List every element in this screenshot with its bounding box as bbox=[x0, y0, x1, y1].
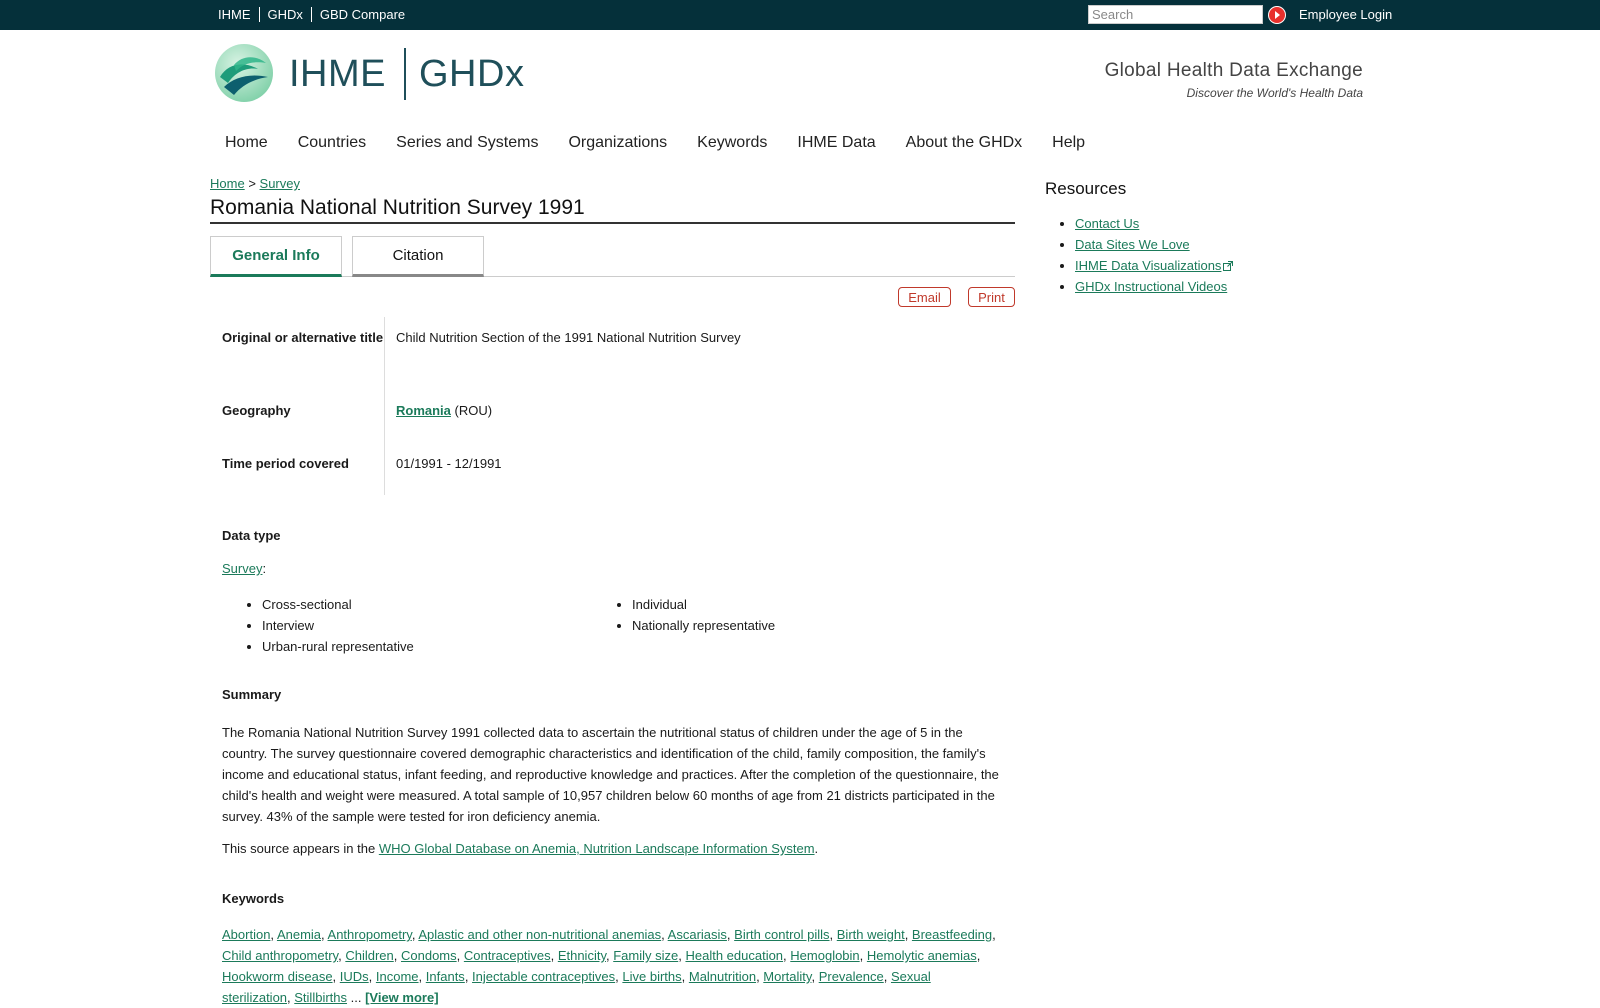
top-link-ghdx[interactable]: GHDx bbox=[267, 7, 303, 22]
keyword-link[interactable]: Prevalence bbox=[818, 969, 884, 984]
keywords-ellipsis: ... bbox=[347, 990, 366, 1005]
keyword-link[interactable]: Anthropometry bbox=[327, 927, 412, 942]
search-submit-button[interactable] bbox=[1268, 6, 1286, 24]
keyword-link[interactable]: Income bbox=[375, 969, 419, 984]
brand-ghdx: GHDx bbox=[419, 52, 525, 95]
nav-series-and-systems[interactable]: Series and Systems bbox=[396, 134, 539, 151]
nav-keywords[interactable]: Keywords bbox=[697, 134, 768, 151]
keyword-link[interactable]: IUDs bbox=[339, 969, 369, 984]
geography-value bbox=[396, 400, 492, 421]
breadcrumb-separator: > bbox=[248, 176, 256, 191]
alt-title-label: Original or alternative title bbox=[222, 330, 384, 345]
list-item bbox=[1075, 234, 1233, 255]
keyword-link[interactable]: Family size bbox=[613, 948, 679, 963]
keyword-link[interactable]: Child anthropometry bbox=[222, 948, 339, 963]
resource-ihme-visualizations[interactable]: IHME Data Visualizations bbox=[1075, 258, 1222, 273]
breadcrumb-home[interactable]: Home bbox=[210, 176, 245, 191]
breadcrumb bbox=[210, 176, 300, 191]
keyword-link[interactable]: Abortion bbox=[222, 927, 271, 942]
source-suffix: . bbox=[814, 841, 819, 856]
list-item bbox=[1075, 276, 1233, 297]
alt-title-value: Child Nutrition Section of the 1991 National Nutrition Survey bbox=[396, 330, 741, 345]
page-title: Romania National Nutrition Survey 1991 bbox=[210, 196, 1015, 224]
geography-code: (ROU) bbox=[454, 403, 493, 418]
top-bar bbox=[0, 0, 1600, 30]
data-type-survey-link[interactable]: Survey bbox=[222, 561, 263, 576]
print-button[interactable]: Print bbox=[968, 287, 1015, 307]
keyword-link[interactable]: Birth control pills bbox=[734, 927, 830, 942]
tab-bar bbox=[210, 236, 1015, 277]
nav-help[interactable]: Help bbox=[1052, 134, 1086, 151]
ihme-logo[interactable] bbox=[214, 43, 274, 103]
keyword-link[interactable]: Injectable contraceptives bbox=[472, 969, 616, 984]
keyword-link[interactable]: Condoms bbox=[400, 948, 457, 963]
time-period-value: 01/1991 - 12/1991 bbox=[396, 456, 502, 471]
tab-citation[interactable]: Citation bbox=[352, 236, 484, 277]
summary-label: Summary bbox=[222, 687, 282, 702]
keywords-label: Keywords bbox=[222, 891, 285, 906]
list-item: • Urban-rural representative bbox=[262, 636, 414, 657]
resource-data-sites[interactable]: Data Sites We Love bbox=[1075, 237, 1190, 252]
keyword-link[interactable]: Anemia bbox=[276, 927, 322, 942]
play-arrow-icon bbox=[1268, 6, 1286, 24]
time-period-label: Time period covered bbox=[222, 456, 349, 471]
main-nav bbox=[225, 134, 1115, 152]
brand-divider bbox=[404, 48, 406, 100]
tab-general-info[interactable]: General Info bbox=[210, 236, 342, 277]
list-item: • Interview bbox=[262, 615, 414, 636]
list-item bbox=[1075, 255, 1233, 276]
site-tagline bbox=[1105, 60, 1363, 100]
nav-home[interactable]: Home bbox=[225, 134, 268, 151]
nav-ihme-data[interactable]: IHME Data bbox=[797, 134, 876, 151]
keyword-link[interactable]: Aplastic and other non-nutritional anemias bbox=[418, 927, 662, 942]
data-type-list bbox=[262, 594, 414, 657]
keyword-link[interactable]: Hookworm disease bbox=[222, 969, 333, 984]
keyword-link[interactable]: Mortality bbox=[763, 969, 812, 984]
external-link-icon bbox=[1223, 261, 1233, 271]
site-brand[interactable] bbox=[289, 48, 524, 100]
list-item: • Cross-sectional bbox=[262, 594, 414, 615]
resources-list bbox=[1075, 213, 1233, 297]
list-item bbox=[1075, 213, 1233, 234]
keyword-link[interactable]: Ethnicity bbox=[557, 948, 606, 963]
keyword-link[interactable]: Hemoglobin bbox=[790, 948, 860, 963]
top-link-ihme[interactable]: IHME bbox=[218, 7, 251, 22]
source-database-link[interactable]: WHO Global Database on Anemia, Nutrition Landscape Information System bbox=[378, 841, 815, 856]
top-links bbox=[218, 7, 413, 22]
view-more-keywords-link[interactable]: [View more] bbox=[365, 990, 439, 1005]
resource-instructional-videos[interactable]: GHDx Instructional Videos bbox=[1075, 279, 1228, 294]
keyword-link[interactable]: Hemolytic anemias bbox=[866, 948, 977, 963]
summary-text: The Romania National Nutrition Survey 1991 collected data to ascertain the nutritional status of children under the age of 5 in the country. The survey questionnaire covered demographic characteristics and identification of the child, family composition, the family's income and educational status, infant feeding, and reproductive knowledge and practices. After the completion of the questionnaire, the child's health and weight were measured. A total sample of 10,957 children below 60 months of age from 21 districts participated in the survey. 43% of the sample were tested for iron deficiency anemia. bbox=[222, 725, 999, 824]
resources-title: Resources bbox=[1045, 179, 1127, 198]
keyword-link[interactable]: Live births bbox=[622, 969, 682, 984]
source-line bbox=[222, 841, 818, 856]
geography-label: Geography bbox=[222, 403, 291, 418]
keyword-link[interactable]: Contraceptives bbox=[463, 948, 551, 963]
keyword-link[interactable]: Breastfeeding bbox=[911, 927, 993, 942]
search-input[interactable] bbox=[1088, 5, 1263, 24]
data-type-label: Data type bbox=[222, 528, 281, 543]
keyword-link[interactable]: Children bbox=[345, 948, 394, 963]
keyword-link[interactable]: Health education bbox=[685, 948, 784, 963]
geography-link[interactable]: Romania bbox=[396, 403, 451, 418]
list-item: • Nationally representative bbox=[632, 615, 775, 636]
tagline-subtitle: Discover the World's Health Data bbox=[1186, 86, 1363, 100]
breadcrumb-survey[interactable]: Survey bbox=[259, 176, 300, 191]
keyword-link[interactable]: Stillbirths bbox=[294, 990, 348, 1005]
email-button[interactable]: Email bbox=[898, 287, 951, 307]
data-type-line: Survey: bbox=[222, 561, 267, 576]
brand-ihme: IHME bbox=[289, 52, 386, 95]
keyword-link[interactable]: Infants bbox=[425, 969, 465, 984]
keywords-list: Abortion, Anemia, Anthropometry, Aplastic and other non-nutritional anemias, Ascariasis, Birth control pills, Birth weight, Breastfeeding, Child anthropometry, Children, Condoms, Contraceptives, Ethnicity, Family size, Health education, Hemoglobin, Hemolytic anemias, Hookworm disease, IUDs, Income, Infants, Injectable contraceptives, Live births, Malnutrition, Mortality, Prevalence, Sexual sterilization, Stillbirths ... [View more] bbox=[222, 927, 996, 1005]
keyword-link[interactable]: Malnutrition bbox=[688, 969, 757, 984]
source-prefix: This source appears in the bbox=[222, 841, 376, 856]
ihme-leaf-logo-icon bbox=[214, 43, 274, 103]
employee-login-link[interactable]: Employee Login bbox=[1299, 7, 1393, 22]
list-item: • Individual bbox=[632, 594, 775, 615]
keyword-link[interactable]: Sexual sterilization bbox=[222, 969, 931, 1005]
nav-organizations[interactable]: Organizations bbox=[568, 134, 668, 151]
resource-contact-us[interactable]: Contact Us bbox=[1075, 216, 1140, 231]
keyword-link[interactable]: Ascariasis bbox=[667, 927, 727, 942]
top-link-gbd-compare[interactable]: GBD Compare bbox=[319, 7, 406, 22]
data-type-list bbox=[632, 594, 775, 636]
tagline-title: Global Health Data Exchange bbox=[1104, 60, 1363, 81]
nav-about-ghdx[interactable]: About the GHDx bbox=[905, 134, 1023, 151]
keyword-link[interactable]: Birth weight bbox=[836, 927, 905, 942]
nav-countries[interactable]: Countries bbox=[297, 134, 367, 151]
